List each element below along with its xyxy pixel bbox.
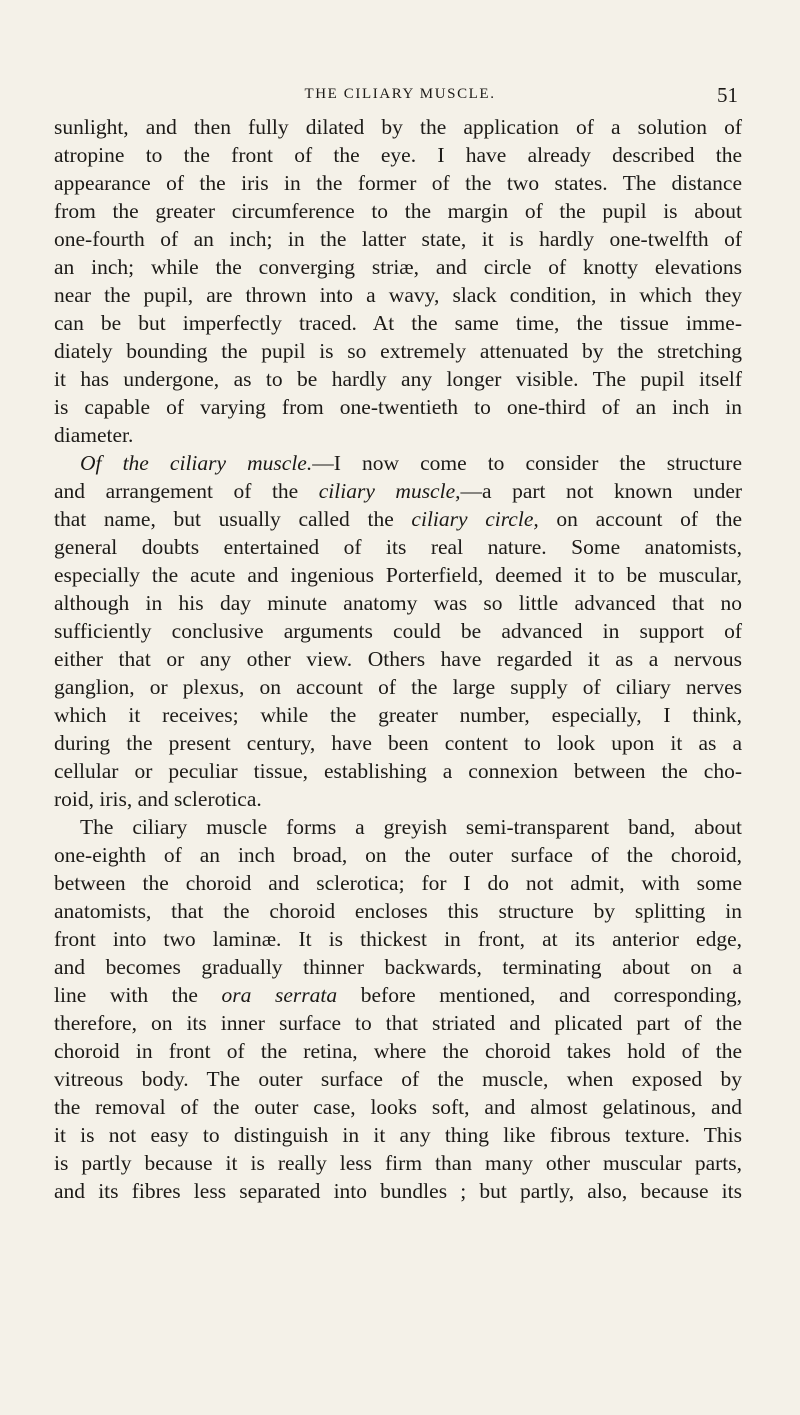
text-segment: it is not easy to distinguish in it any thing like fibrous texture. This	[54, 1123, 742, 1147]
text-line	[54, 253, 742, 281]
text-line	[54, 1121, 742, 1149]
page-title: THE CILIARY MUSCLE.	[304, 86, 496, 102]
text-segment: it has undergone, as to be hardly any longer visible. The pupil itself	[54, 367, 742, 391]
text-line	[54, 813, 742, 841]
text-line	[54, 897, 742, 925]
text-segment: from the greater circumference to the margin of the pupil is about	[54, 199, 742, 223]
text-line	[54, 561, 742, 589]
text-segment: the removal of the outer case, looks soft, and almost gelatinous, and	[54, 1095, 742, 1119]
text-segment: —a part not known under	[460, 479, 743, 503]
text-segment: diately bounding the pupil is so extremely attenuated by the stretching	[54, 339, 742, 363]
italic-text-segment: Of the ciliary muscle.	[80, 451, 313, 475]
text-segment: on account of the	[538, 507, 742, 531]
text-segment: is capable of varying from one-twentieth to one-third of an inch in	[54, 395, 742, 419]
text-segment: front into two laminæ. It is thickest in front, at its anterior edge,	[54, 927, 742, 951]
text-line	[54, 785, 742, 813]
text-line	[54, 869, 742, 897]
text-segment: therefore, on its inner surface to that striated and plicated part of the	[54, 1011, 742, 1035]
text-segment: The ciliary muscle forms a greyish semi-transparent band, about	[80, 815, 742, 839]
text-segment: diameter.	[54, 423, 134, 447]
text-line	[54, 225, 742, 253]
text-line	[54, 477, 742, 505]
text-segment: either that or any other view. Others have regarded it as a nervous	[54, 647, 742, 671]
text-segment: ganglion, or plexus, on account of the large supply of ciliary nerves	[54, 675, 742, 699]
text-line	[54, 925, 742, 953]
text-segment: appearance of the iris in the former of the two states. The distance	[54, 171, 742, 195]
text-segment: general doubts entertained of its real nature. Some anatomists,	[54, 535, 742, 559]
text-segment: roid, iris, and sclerotica.	[54, 787, 262, 811]
italic-text-segment: ciliary muscle,	[318, 479, 461, 503]
text-line	[54, 337, 742, 365]
text-line	[54, 1037, 742, 1065]
text-line	[54, 365, 742, 393]
text-segment: choroid in front of the retina, where the choroid takes hold of the	[54, 1039, 742, 1063]
text-line	[54, 953, 742, 981]
text-segment: is partly because it is really less firm than many other muscular parts,	[54, 1151, 742, 1175]
text-line	[54, 981, 742, 1009]
text-segment: —I now come to consider the structure	[312, 451, 742, 475]
text-line	[54, 701, 742, 729]
text-line	[54, 841, 742, 869]
text-line	[54, 617, 742, 645]
text-segment: one-fourth of an inch; in the latter state, it is hardly one-twelfth of	[54, 227, 742, 251]
text-segment: and its fibres less separated into bundles ; but partly, also, because its	[54, 1179, 742, 1203]
text-line	[54, 421, 742, 449]
text-line	[54, 449, 742, 477]
text-line	[54, 281, 742, 309]
italic-text-segment: ora serrata	[221, 983, 338, 1007]
text-line	[54, 589, 742, 617]
text-line	[54, 1149, 742, 1177]
italic-text-segment: ciliary circle,	[411, 507, 539, 531]
text-segment: sufficiently conclusive arguments could be advanced in support of	[54, 619, 742, 643]
text-line	[54, 757, 742, 785]
text-segment: can be but imperfectly traced. At the same time, the tissue imme-	[54, 311, 742, 335]
text-segment: which it receives; while the greater number, especially, I think,	[54, 703, 742, 727]
text-segment: that name, but usually called the	[54, 507, 412, 531]
text-segment: vitreous body. The outer surface of the muscle, when exposed by	[54, 1067, 742, 1091]
body-text	[54, 113, 742, 1205]
text-line	[54, 1009, 742, 1037]
text-line	[54, 1177, 742, 1205]
text-line	[54, 1093, 742, 1121]
text-line	[54, 645, 742, 673]
text-segment: and becomes gradually thinner backwards, terminating about on a	[54, 955, 742, 979]
text-segment: especially the acute and ingenious Porterfield, deemed it to be muscular,	[54, 563, 742, 587]
text-segment: during the present century, have been content to look upon it as a	[54, 731, 742, 755]
text-line	[54, 673, 742, 701]
text-segment: although in his day minute anatomy was so little advanced that no	[54, 591, 742, 615]
text-line	[54, 309, 742, 337]
text-segment: near the pupil, are thrown into a wavy, slack condition, in which they	[54, 283, 742, 307]
text-line	[54, 729, 742, 757]
text-line	[54, 113, 742, 141]
text-segment: atropine to the front of the eye. I have already described the	[54, 143, 742, 167]
running-head	[0, 83, 800, 110]
text-segment: an inch; while the converging striæ, and circle of knotty elevations	[54, 255, 742, 279]
text-line	[54, 141, 742, 169]
text-line	[54, 1065, 742, 1093]
text-line	[54, 393, 742, 421]
text-segment: line with the	[54, 983, 222, 1007]
text-line	[54, 533, 742, 561]
page-number: 51	[717, 83, 738, 107]
text-segment: one-eighth of an inch broad, on the outer surface of the choroid,	[54, 843, 742, 867]
text-segment: sunlight, and then fully dilated by the application of a solution of	[54, 115, 742, 139]
text-segment: and arrangement of the	[54, 479, 319, 503]
text-segment: before mentioned, and corresponding,	[337, 983, 743, 1007]
text-line	[54, 169, 742, 197]
text-segment: cellular or peculiar tissue, establishing a connexion between the cho-	[54, 759, 742, 783]
text-line	[54, 505, 742, 533]
text-segment: between the choroid and sclerotica; for I do not admit, with some	[54, 871, 742, 895]
text-line	[54, 197, 742, 225]
text-segment: anatomists, that the choroid encloses this structure by splitting in	[54, 899, 742, 923]
